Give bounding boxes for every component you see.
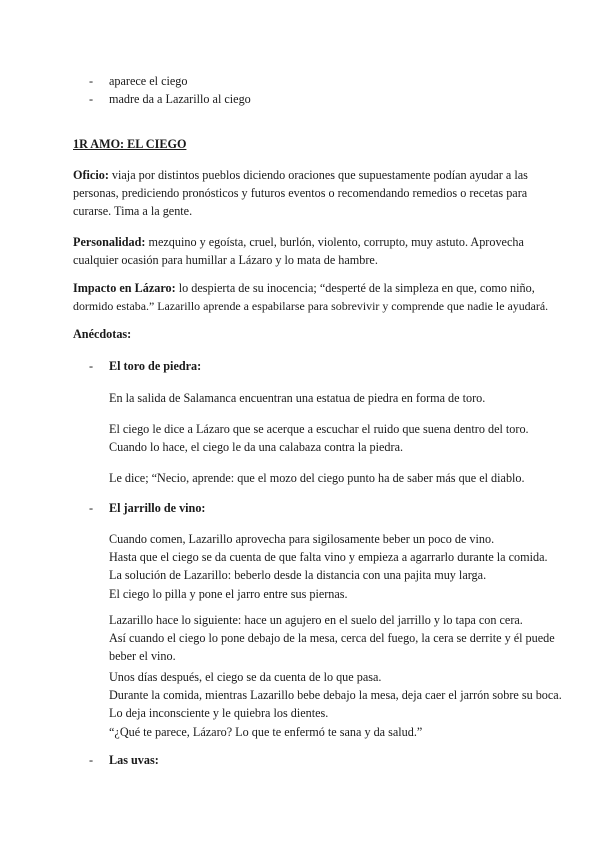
toro-paragraph xyxy=(109,389,549,407)
list-dash: - xyxy=(89,359,94,373)
personalidad-text: cualquier ocasión para humillar a Lázaro y lo mata de hambre. xyxy=(73,253,378,268)
anecdote-title: Las uvas: xyxy=(109,753,159,767)
oficio-text: curarse. Tima a la gente. xyxy=(73,204,193,219)
section-heading: 1R AMO: EL CIEGO xyxy=(73,137,187,151)
list-item-text: madre da a Lazarillo al ciego xyxy=(109,92,251,106)
list-dash: - xyxy=(89,74,94,88)
list-dash: - xyxy=(89,92,94,106)
jarrillo-text: El ciego lo pilla y pone el jarro entre sus piernas. xyxy=(109,586,348,601)
toro-text: Le dice; “Necio, aprende: que el mozo del ciego punto ha de saber más que el diablo. xyxy=(109,471,525,485)
jarrillo-text: Cuando comen, Lazarillo aprovecha para sigilosamente beber un poco de vino. xyxy=(109,532,495,546)
jarrillo-text: beber el vino. xyxy=(109,649,176,664)
anecdote-title: El jarrillo de vino: xyxy=(109,501,206,515)
personalidad-text: mezquino y egoísta, cruel, burlón, violento, corrupto, muy astuto. Aprovecha xyxy=(145,235,524,249)
list-dash: - xyxy=(89,501,94,515)
oficio-text: personas, prediciendo pronósticos y futuros eventos o recomendando remedios o recetas para xyxy=(73,186,528,201)
jarrillo-paragraph xyxy=(109,530,549,603)
anecdotas-label: Anécdotas: xyxy=(73,327,132,341)
jarrillo-text: Hasta que el ciego se da cuenta de que falta vino y empieza a agarrarlo durante la comida. xyxy=(109,550,548,565)
toro-paragraph xyxy=(109,469,549,487)
jarrillo-text: “¿Qué te parece, Lázaro? Lo que te enfermó te sana y da salud.” xyxy=(109,724,423,739)
jarrillo-text: La solución de Lazarillo: beberlo desde la distancia con una pajita muy larga. xyxy=(109,568,487,583)
impacto-paragraph xyxy=(73,279,553,315)
list-item-text: aparece el ciego xyxy=(109,74,188,88)
jarrillo-text: Así cuando el ciego lo pone debajo de la mesa, cerca del fuego, la cera se derrite y él puede xyxy=(109,631,555,646)
jarrillo-text: Lazarillo hace lo siguiente: hace un agujero en el suelo del jarrillo y lo tapa con cera. xyxy=(109,613,523,627)
jarrillo-text: Lo deja inconsciente y le quiebra los dientes. xyxy=(109,706,329,721)
jarrillo-text: Unos días después, el ciego se da cuenta de lo que pasa. xyxy=(109,670,382,684)
impacto-text: dormido estaba.” Lazarillo aprende a espabilarse para sobrevivir y comprende que nadie le ayudará. xyxy=(73,299,549,314)
oficio-paragraph xyxy=(73,166,543,221)
toro-text: Cuando lo hace, el ciego le da una calabaza contra la piedra. xyxy=(109,440,404,455)
toro-text: En la salida de Salamanca encuentran una estatua de piedra en forma de toro. xyxy=(109,391,486,405)
jarrillo-paragraph xyxy=(109,611,555,666)
jarrillo-text: Durante la comida, mientras Lazarillo bebe debajo la mesa, deja caer el jarrón sobre su boca. xyxy=(109,688,562,703)
personalidad-paragraph xyxy=(73,233,543,269)
personalidad-label: Personalidad: xyxy=(73,235,146,249)
impacto-text: lo despierta de su inocencia; “desperté de la simpleza en que, como niño, xyxy=(175,281,535,295)
jarrillo-paragraph xyxy=(109,668,562,741)
impacto-label: Impacto en Lázaro: xyxy=(73,281,176,295)
oficio-label: Oficio: xyxy=(73,168,109,182)
toro-paragraph xyxy=(109,420,549,456)
toro-text: El ciego le dice a Lázaro que se acerque a escuchar el ruido que suena dentro del toro. xyxy=(109,422,529,436)
oficio-text: viaja por distintos pueblos diciendo oraciones que supuestamente podían ayudar a las xyxy=(108,168,528,182)
list-dash: - xyxy=(89,753,94,767)
anecdote-title: El toro de piedra: xyxy=(109,359,202,373)
